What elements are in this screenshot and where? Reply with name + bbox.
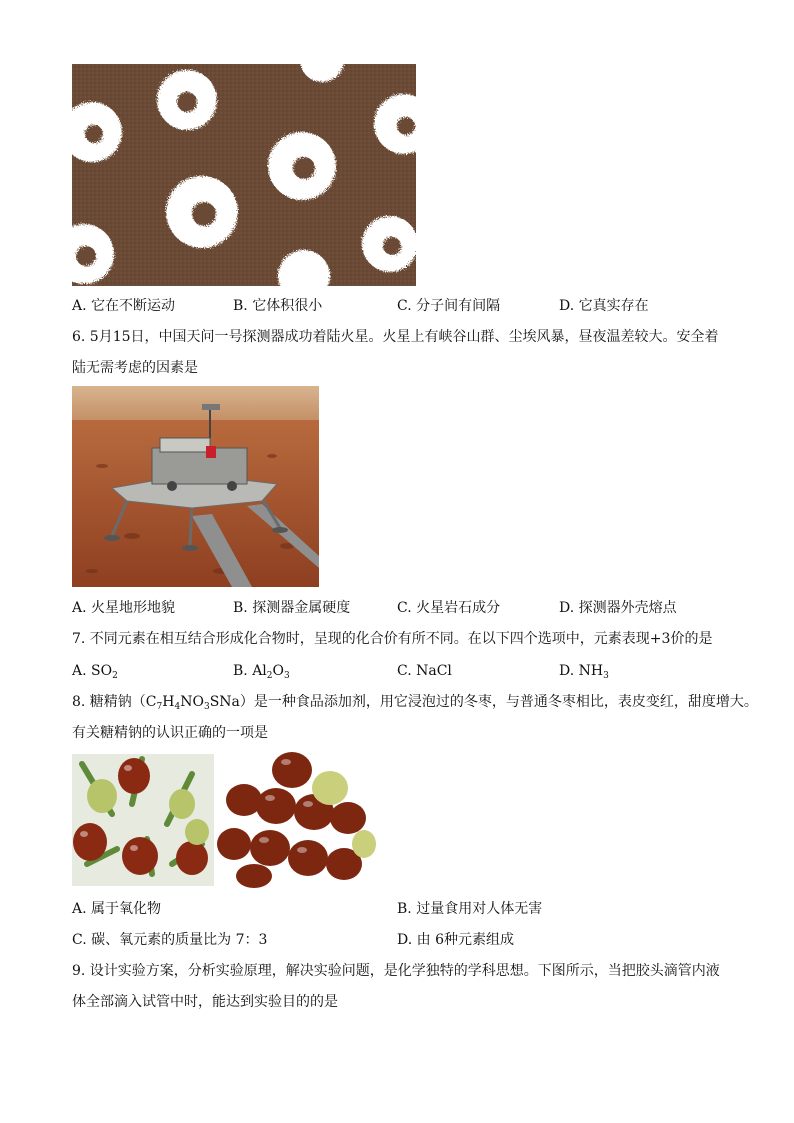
- jujube-pile-image: [214, 748, 376, 888]
- q8-option-a: A. 属于氧化物: [72, 901, 162, 917]
- q6-option-d: D. 探测器外壳熔点: [559, 600, 677, 616]
- q7-option-c: C. NaCl: [397, 663, 452, 679]
- q7-stem: 7. 不同元素在相互结合形成化合物时，呈现的化合价有所不同。在以下四个选项中，元素表现+3价的是: [72, 631, 713, 647]
- jujube-tree-image: [72, 754, 214, 886]
- q8-stem-line1: 8. 糖精钠$(C_7H_4NO_3SNa)$是一种食品添加剂，用它浸泡过的冬枣，与普通冬枣相比，表皮变红，甜度增大。: [72, 694, 758, 712]
- q6-option-b: B. 探测器金属硬度: [233, 600, 351, 616]
- q6-stem-line1: 6. 5月15日，中国天问一号探测器成功着陆火星。火星上有峡谷山群、尘埃风暴，昼夜温差较大。安全着: [72, 329, 719, 345]
- q5-option-c: C. 分子间有间隔: [397, 298, 501, 314]
- q7-option-a: A. $SO_2$: [72, 663, 118, 681]
- q5-option-b: B. 它体积很小: [233, 298, 323, 314]
- mars-lander-image: [72, 386, 319, 587]
- q7-option-b: B. $Al_2O_3$: [233, 663, 290, 681]
- q5-option-d: D. 它真实存在: [559, 298, 649, 314]
- q8-option-d: D. 由 6种元素组成: [397, 932, 514, 948]
- q9-stem-line2: 体全部滴入试管中时，能达到实验目的的是: [72, 994, 338, 1010]
- q8-stem-line2: 有关糖精钠的认识正确的一项是: [72, 725, 268, 741]
- q6-option-a: A. 火星地形地貌: [72, 600, 176, 616]
- q8-option-c: C. 碳、氧元素的质量比为 7：3: [72, 932, 268, 948]
- q8-option-b: B. 过量食用对人体无害: [397, 901, 543, 917]
- q6-option-c: C. 火星岩石成分: [397, 600, 501, 616]
- molecule-image: [72, 64, 416, 286]
- q7-option-d: D. $NH_3$: [559, 663, 609, 681]
- q5-option-a: A. 它在不断运动: [72, 298, 176, 314]
- q9-stem-line1: 9. 设计实验方案，分析实验原理，解决实验问题，是化学独特的学科思想。下图所示，当把胶头滴管内液: [72, 963, 720, 979]
- q6-stem-line2: 陆无需考虑的因素是: [72, 360, 198, 376]
